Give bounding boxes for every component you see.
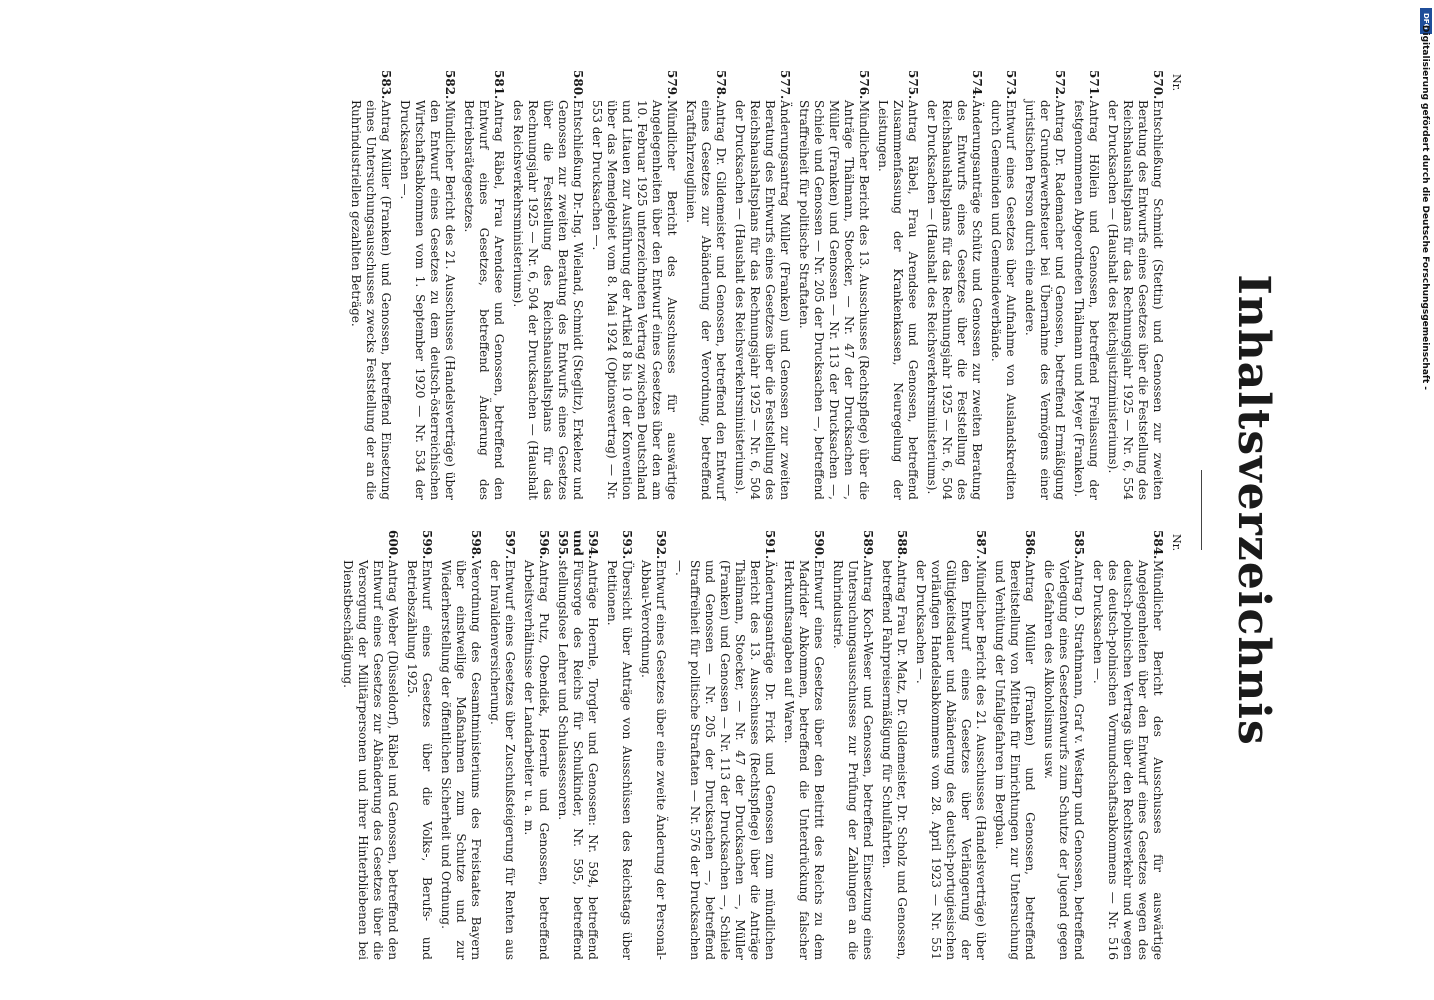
entry-number: 583. (379, 70, 393, 100)
entry-text: Entwurf eines Gesetzes über die Volks-, Berufs- und Betriebszählung 1925. (405, 560, 434, 960)
toc-entry (732, 70, 792, 500)
entry-number: 570. (1151, 70, 1165, 100)
entry-text: Änderungsanträge Dr. Frick und Genossen zum mündlichen Bericht des 13. Ausschusses (Rechtspflege) über die Anträge Thälmann, Stoecker, — Nr. 47 der Drucksachen —, Müller (Franken) und Genossen — Nr. 113 der Drucksachen —, Schiele und Genossen — Nr. 205 der Drucksachen —, betreffend Straffreiheit für politische Straftaten — Nr. 576 der Drucksachen —. (673, 560, 777, 960)
entry-number: 581. (492, 70, 506, 100)
entry-number: 576. (857, 70, 871, 100)
toc-entry (340, 530, 400, 960)
entry-text: Antrag Koch-Weser und Genossen, betreffend Einsetzung eines Untersuchungsausschusses zur Prüfung der Zahlungen an die Ruhrindustrie. (831, 560, 875, 960)
entry-text: Entwurf eines Gesetzes über den Beitritt des Reichs zu dem Madrider Abkommen, betreffend die Unterdrückung falscher Herkunftsangaben auf Waren. (782, 560, 826, 960)
toc-entry (781, 530, 826, 960)
toc-entry (487, 530, 517, 960)
entry-number: 579. (665, 70, 679, 100)
toc-entry (348, 70, 393, 500)
entry-text: Entschließung Schmidt (Stettin) und Genossen zur zweiten Beratung des Entwurfs eines Gesetzes über die Feststellung des Reichshaushaltsplans für das Rechnungsjahr 1925 — Nr. 6, 554 der Drucksachen — (Haushalt des Reichsjustizministeriums). (1106, 100, 1165, 500)
entry-text: Entwurf eines Gesetzes über Zuschußsteigerung für Renten aus der Invalidenversicherung. (488, 560, 517, 960)
left-column (344, 70, 1184, 500)
toc-entry (461, 70, 506, 500)
entry-number: 574. (970, 70, 984, 100)
toc-entry (796, 70, 871, 500)
entry-text: Übersicht über Anträge von Ausschüssen des Reichstags über Petitionen. (605, 560, 634, 960)
entry-number: 585. (1072, 530, 1086, 560)
toc-entry (1105, 70, 1165, 500)
toc-entry (875, 70, 920, 500)
toc-entry (672, 530, 777, 960)
entry-number: 586. (1023, 530, 1037, 560)
entry-text: Entwurf eines Gesetzes über Aufnahme von Auslandskrediten durch Gemeinden und Gemeindeverbände. (989, 100, 1018, 500)
entry-text: Antrag Müller (Franken) und Genossen, betreffend Einsetzung eines Untersuchungsausschusses zwecks Feststellung der an die Ruhrindustriellen gezahlten Beträge. (349, 100, 393, 500)
toc-entry (992, 530, 1037, 960)
entry-text: Antrag Putz, Obendiek, Hoernle und Genossen, betreffend Arbeitsverhältnisse der Landarbeiter u. a. m. (522, 560, 551, 960)
entry-number: 582. (443, 70, 457, 100)
entry-text: Mündlicher Bericht des 21. Ausschusses (Handelsverträge) über den Entwurf eines Gesetzes zu dem deutsch-österreichischen Wirtschaftsabkommen vom 1. September 1920 — Nr. 534 der Drucksachen —. (398, 100, 457, 500)
toc-entry (589, 70, 679, 500)
left-entry-list (348, 70, 1165, 500)
entry-number: 577. (778, 70, 792, 100)
entry-number: 580. (571, 70, 585, 100)
entry-number: 588. (895, 530, 909, 560)
toc-entry (879, 530, 909, 960)
toc-entry (1022, 70, 1067, 500)
entry-number: 589. (861, 530, 875, 560)
left-column-header: Nr. (1170, 74, 1183, 92)
toc-entry (438, 530, 483, 960)
entry-text: Antrag Höllein und Genossen, betreffend Freilassung der festgenommenen Abgeordneten Thälmann und Meyer (Franken). (1072, 100, 1101, 500)
entry-number: 591. (763, 530, 777, 560)
entry-number: 578. (714, 70, 728, 100)
right-column-header: Nr. (1170, 534, 1183, 552)
entry-text: Anträge Hoernle, Torgler und Genossen: Nr. 594, betreffend Fürsorge des Reichs für Schulkinder, Nr. 595, betreffend stellungslose Lehrer und Schulassessoren. (556, 560, 600, 960)
entry-number: 594. und 595. (556, 530, 600, 560)
entry-number: 573. (1004, 70, 1018, 100)
digitization-credit-text: Digitalisierung gefördert durch die Deutsche Forschungsgemeinschaft - (1420, 25, 1430, 390)
entry-text: Entwurf eines Gesetzes über eine zweite Änderung der Personal-Abbau-Verordnung. (639, 560, 668, 960)
entry-text: Mündlicher Bericht des Ausschusses für auswärtige Angelegenheiten über den Entwurf eines Gesetzes über den am 10. Februar 1925 unterzeichneten Vertrag zwischen Deutschland und Litauen zur Ausführung der Artikel 8 bis 10 der Konvention über das Memelgebiet vom 8. Mai 1924 (Optionsvertrag) — Nr. 553 der Drucksachen —. (590, 100, 679, 500)
entry-text: Antrag Weber (Düsseldorf), Räbel und Genossen, betreffend den Entwurf eines Gesetzes zur Abänderung des Gesetzes über die Versorgung der Militärpersonen und ihrer Hinterbliebenen bei Dienstbeschädigung. (341, 560, 400, 960)
toc-entry (924, 70, 984, 500)
toc-entry (1041, 530, 1086, 960)
toc-entry (397, 70, 457, 500)
entry-number: 572. (1053, 70, 1067, 100)
entry-number: 590. (812, 530, 826, 560)
entry-number: 587. (974, 530, 988, 560)
entry-text: Mündlicher Bericht des 13. Ausschusses (Rechtspflege) über die Anträge Thälmann, Stoecker, — Nr. 47 der Drucksachen —, Müller (Franken) und Genossen — Nr. 113 der Drucksachen —, Schiele und Genossen — Nr. 205 der Drucksachen —, betreffend Straffreiheit für politische Straftaten. (797, 100, 871, 500)
entry-text: Antrag Räbel, Frau Arendsee und Genossen, betreffend Zusammenfassung der Krankenkassen, Neuregelung der Leistungen. (876, 100, 920, 500)
entry-number: 571. (1087, 70, 1101, 100)
toc-entry (510, 70, 585, 500)
toc-entry (404, 530, 434, 960)
dfg-logo: DFG (1420, 8, 1432, 34)
right-column (336, 530, 1184, 960)
entry-text: Antrag Müller (Franken) und Genossen, betreffend Bereitstellung von Mitteln für Einrichtungen zur Untersuchung und Verhütung der Unfallgefahren im Bergbau. (993, 560, 1037, 960)
entry-number: 599. (420, 530, 434, 560)
entry-number: 596. (537, 530, 551, 560)
digitization-credit (1418, 10, 1430, 390)
entry-number: 600. (386, 530, 400, 560)
entry-text: Mündlicher Bericht des Ausschusses für auswärtige Angelegenheiten über den Entwurf eines Gesetzes wegen des deutsch-polnischen Vertrags über den Rechtsverkehr und wegen des deutsch-polnischen Vormundschaftsabkommens — Nr. 516 der Drucksachen —. (1091, 560, 1165, 960)
entry-text: Antrag Räbel, Frau Arendsee und Genossen, betreffend den Entwurf eines Gesetzes, betreffend Änderung des Betriebsrätegesetzes. (462, 100, 506, 500)
document-page (34, 60, 1334, 960)
entry-number: 598. (469, 530, 483, 560)
entry-text: Mündlicher Bericht des 21. Ausschusses (Handelsverträge) über den Entwurf eines Gesetzes über Verlängerung der Gültigkeitsdauer und Abänderung des deutsch-portugiesischen vorläufigen Handelsabkommens vom 28. April 1923 — Nr. 551 der Drucksachen —. (914, 560, 988, 960)
title-divider (1201, 470, 1202, 550)
right-entry-list (340, 530, 1165, 960)
entry-number: 597. (503, 530, 517, 560)
toc-entry (830, 530, 875, 960)
entry-number: 584. (1151, 530, 1165, 560)
entry-number: 592. (654, 530, 668, 560)
entry-text: Änderungsantrag Müller (Franken) und Genossen zur zweiten Beratung des Entwurfs eines Gesetzes über die Feststellung des Reichshaushaltsplans für das Rechnungsjahr 1925 — Nr. 6, 504 der Drucksachen — (Haushalt des Reichsverkehrsministeriums). (733, 100, 792, 500)
entry-number: 593. (620, 530, 634, 560)
toc-entry (555, 530, 600, 960)
toc-entry (913, 530, 988, 960)
toc-entry (604, 530, 634, 960)
entry-text: Antrag Frau Dr. Matz, Dr. Gildemeister, Dr. Scholz und Genossen, betreffend Fahrpreisermäßigung für Schulfahrten. (880, 560, 909, 960)
entry-text: Antrag D. Strathmann, Graf v. Westarp und Genossen, betreffend Vorlegung eines Gesetzentwurfs zum Schutze der Jugend gegen die Gefahren des Alkoholismus usw. (1042, 560, 1086, 960)
entry-text: Verordnung des Gesamtministeriums des Freistaates Bayern über einstweilige Maßnahmen zum Schutze und zur Wiederherstellung der öffentlichen Sicherheit und Ordnung. (439, 560, 483, 960)
toc-entry (683, 70, 728, 500)
entry-text: Entschließung Dr.-Ing. Wieland, Schmidt (Steglitz), Erkelenz und Genossen zur zweiten Beratung des Entwurfs eines Gesetzes über die Feststellung des Reichshaushaltsplans für das Rechnungsjahr 1925 — Nr. 6, 504 der Drucksachen — (Haushalt des Reichsverkehrsministeriums). (511, 100, 585, 500)
toc-entry (638, 530, 668, 960)
page-title: Inhaltsverzeichnis (1228, 274, 1279, 746)
toc-entry (1090, 530, 1165, 960)
toc-entry (1071, 70, 1101, 500)
toc-entry (988, 70, 1018, 500)
entry-text: Antrag Dr. Rademacher und Genossen, betreffend Ermäßigung der Grunderwerbsteuer bei Übernahme des Vermögens einer juristischen Person durch eine andere. (1023, 100, 1067, 500)
toc-entry (521, 530, 551, 960)
entry-text: Antrag Dr. Gildemeister und Genossen, betreffend den Entwurf eines Gesetzes zur Abänderung der Verordnung, betreffend Kraftfahrzeuglinien. (684, 100, 728, 500)
entry-text: Änderungsanträge Schütz und Genossen zur zweiten Beratung des Entwurfs eines Gesetzes über die Feststellung des Reichshaushaltsplans für das Rechnungsjahr 1925 — Nr. 6, 504 der Drucksachen — (Haushalt des Reichsverkehrsministeriums). (925, 100, 984, 500)
entry-number: 575. (906, 70, 920, 100)
